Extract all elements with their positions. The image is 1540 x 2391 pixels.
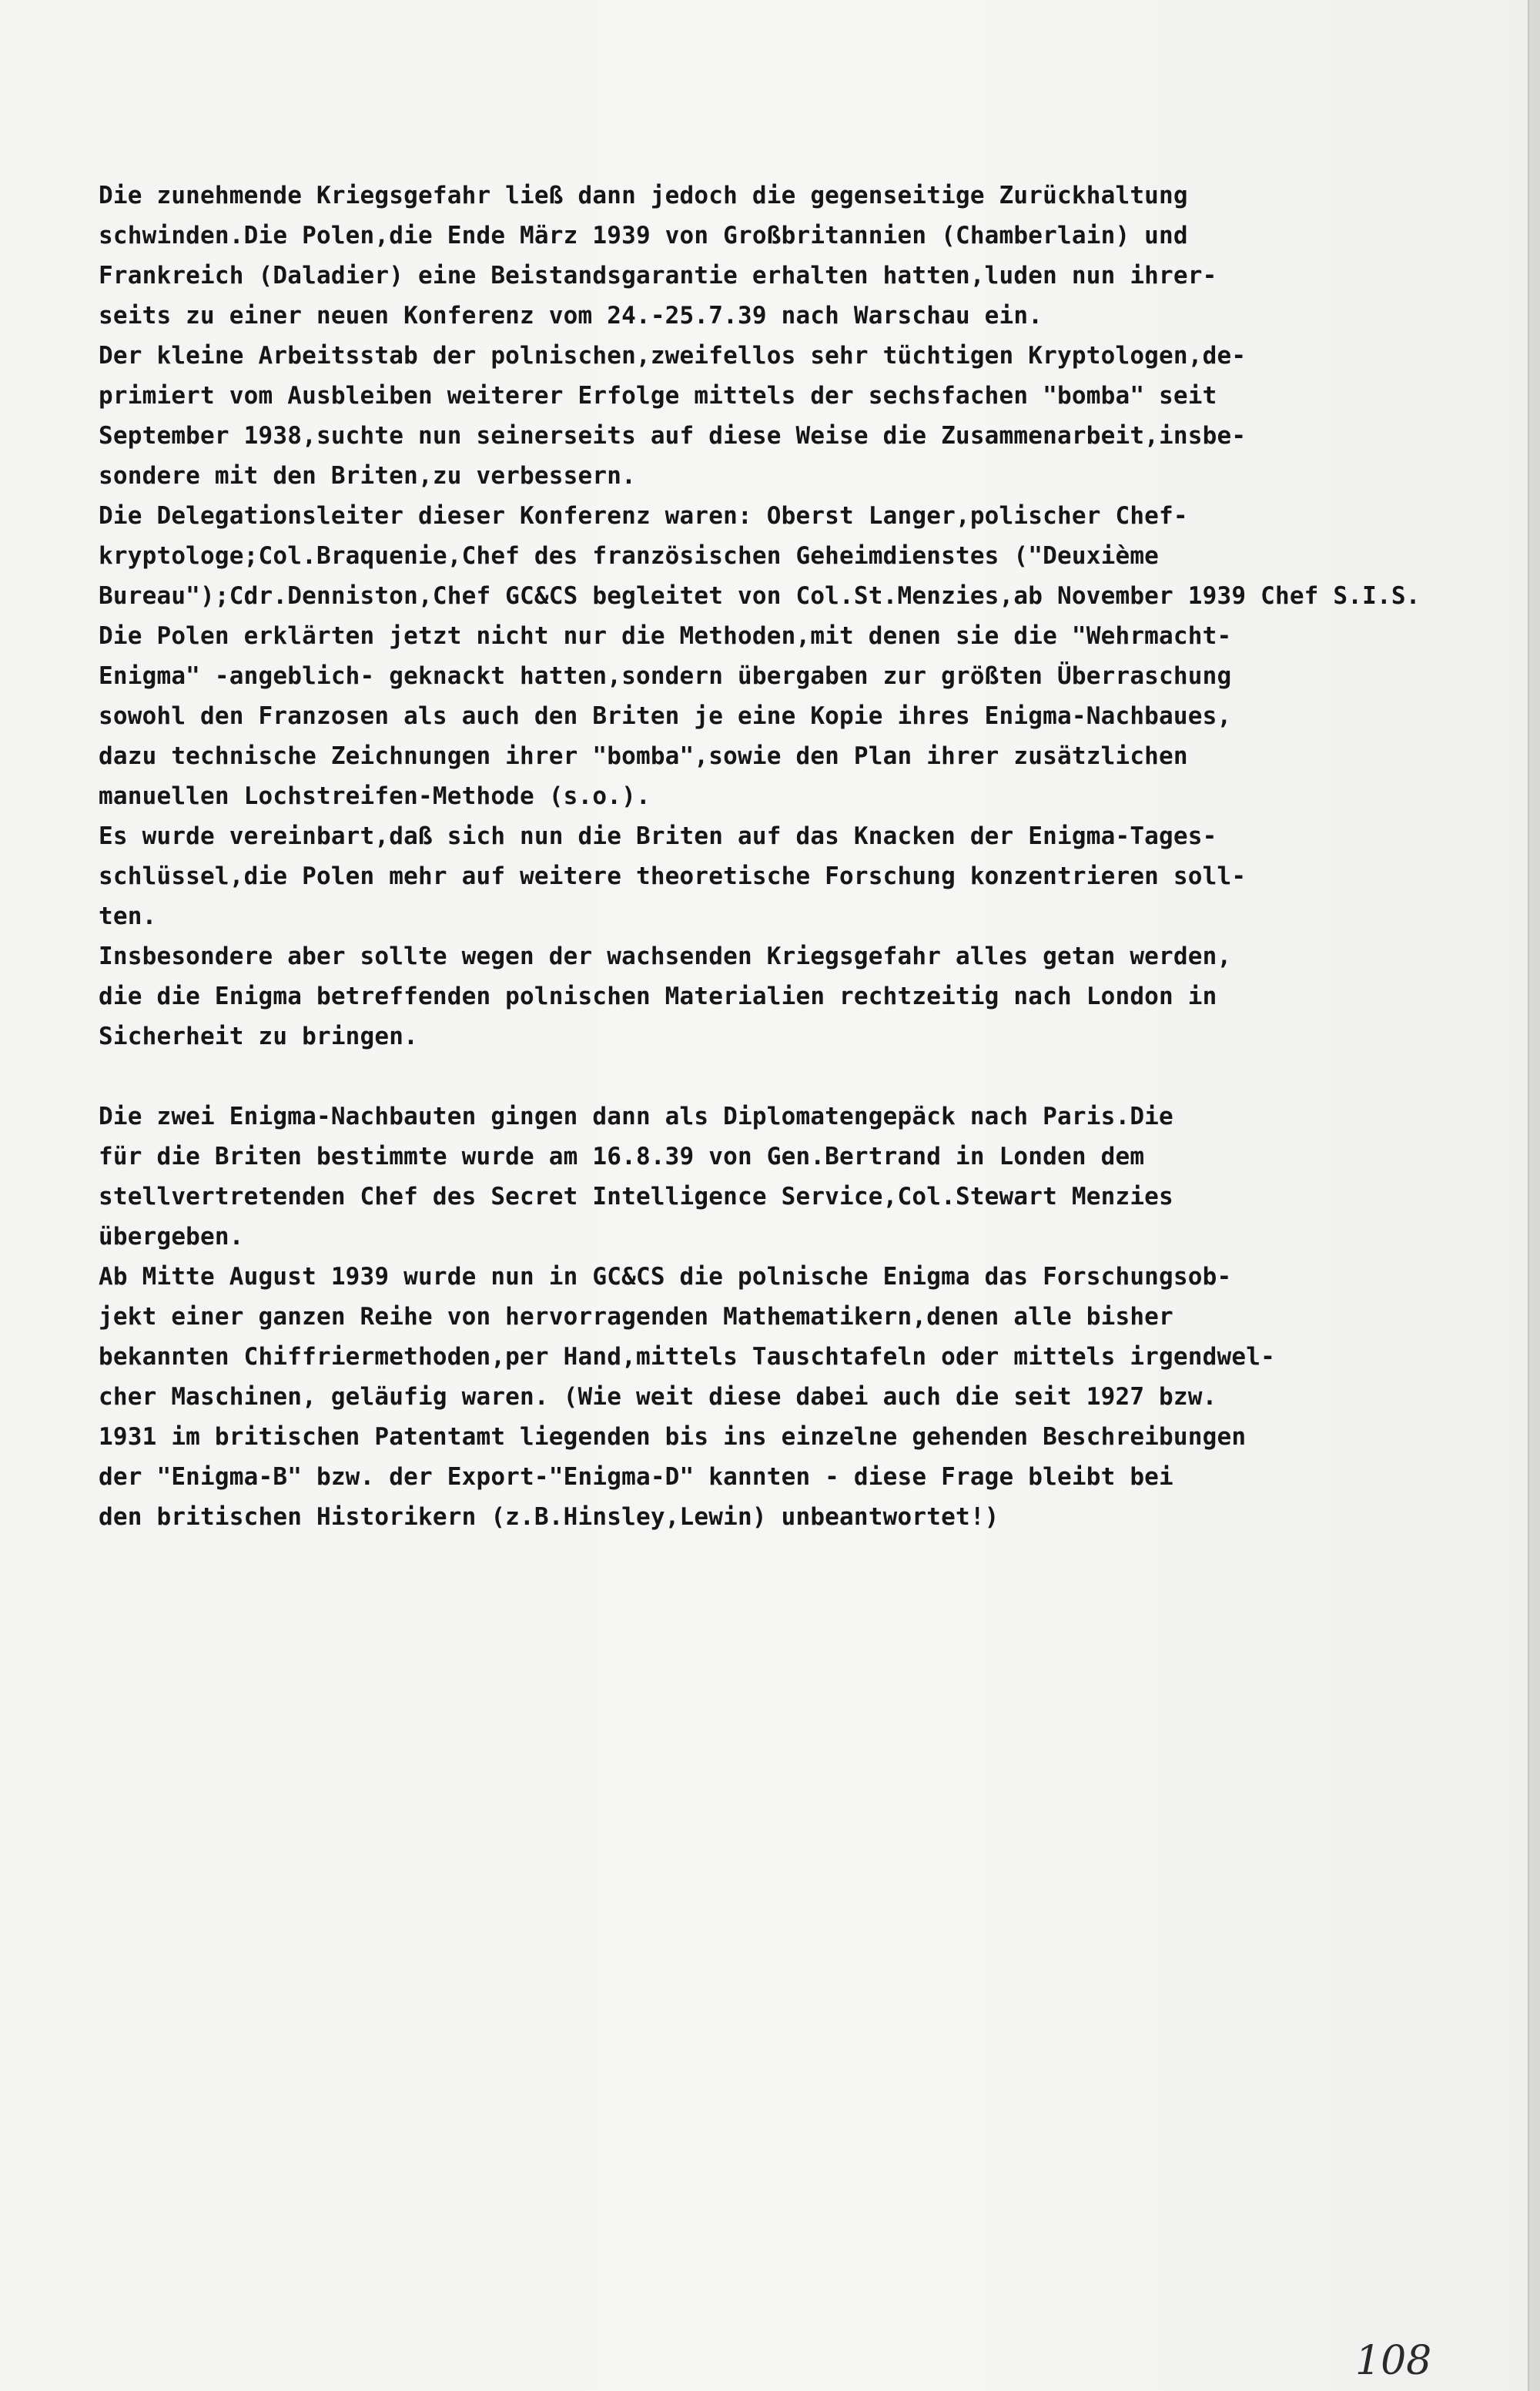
text-line: Es wurde vereinbart,daß sich nun die Briten auf das Knacken der Enigma-Tages- [99, 822, 1217, 850]
text-line: der "Enigma-B" bzw. der Export-"Enigma-D" kannten - diese Frage bleibt bei [99, 1463, 1173, 1491]
text-line: Die zwei Enigma-Nachbauten gingen dann als Diplomatengepäck nach Paris.Die [99, 1103, 1173, 1130]
page-edge [1528, 0, 1540, 2391]
text-line: den britischen Historikern (z.B.Hinsley,Lewin) unbeantwortet!) [99, 1503, 999, 1531]
text-line: Enigma" -angeblich- geknackt hatten,sondern übergaben zur größten Überraschung [99, 662, 1232, 690]
text-line: 1931 im britischen Patentamt liegenden bis ins einzelne gehenden Beschreibungen [99, 1423, 1247, 1451]
text-line [99, 1057, 1508, 1097]
text-line: übergeben. [99, 1223, 244, 1251]
text-line: Frankreich (Daladier) eine Beistandsgarantie erhalten hatten,luden nun ihrer- [99, 262, 1217, 290]
text-line: Sicherheit zu bringen. [99, 1023, 418, 1050]
text-line: manuellen Lochstreifen-Methode (s.o.). [99, 782, 651, 810]
text-line: September 1938,suchte nun seinerseits auf diese Weise die Zusammenarbeit,insbe- [99, 422, 1247, 450]
text-line: schwinden.Die Polen,die Ende März 1939 von Großbritannien (Chamberlain) und [99, 222, 1188, 249]
text-line: Die zunehmende Kriegsgefahr ließ dann jedoch die gegenseitige Zurückhaltung [99, 182, 1188, 209]
text-line: sowohl den Franzosen als auch den Briten je eine Kopie ihres Enigma-Nachbaues, [99, 702, 1232, 730]
text-line: Die Polen erklärten jetzt nicht nur die Methoden,mit denen sie die "Wehrmacht- [99, 622, 1232, 650]
page-number: 108 [1355, 2338, 1432, 2384]
text-line: Bureau");Cdr.Denniston,Chef GC&CS begleitet von Col.St.Menzies,ab November 1939 Chef S.I.S. [99, 582, 1421, 610]
text-line: Der kleine Arbeitsstab der polnischen,zweifellos sehr tüchtigen Kryptologen,de- [99, 342, 1247, 370]
body-text [99, 176, 1508, 1537]
text-line: cher Maschinen, geläufig waren. (Wie weit diese dabei auch die seit 1927 bzw. [99, 1383, 1217, 1411]
text-line: für die Briten bestimmte wurde am 16.8.39 von Gen.Bertrand in Londen dem [99, 1143, 1145, 1170]
text-line: kryptologe;Col.Braquenie,Chef des französischen Geheimdienstes ("Deuxième [99, 542, 1160, 570]
text-line: Ab Mitte August 1939 wurde nun in GC&CS die polnische Enigma das Forschungsob- [99, 1263, 1232, 1291]
text-line: dazu technische Zeichnungen ihrer "bomba",sowie den Plan ihrer zusätzlichen [99, 742, 1188, 770]
text-line: primiert vom Ausbleiben weiterer Erfolge mittels der sechsfachen "bomba" seit [99, 382, 1217, 410]
text-line: bekannten Chiffriermethoden,per Hand,mittels Tauschtafeln oder mittels irgendwel- [99, 1343, 1275, 1371]
text-line: Insbesondere aber sollte wegen der wachsenden Kriegsgefahr alles getan werden, [99, 943, 1232, 970]
text-line: schlüssel,die Polen mehr auf weitere theoretische Forschung konzentrieren soll- [99, 862, 1247, 890]
text-line: stellvertretenden Chef des Secret Intelligence Service,Col.Stewart Menzies [99, 1183, 1173, 1211]
text-line: seits zu einer neuen Konferenz vom 24.-25.7.39 nach Warschau ein. [99, 302, 1043, 330]
text-line: ten. [99, 902, 157, 930]
text-line: sondere mit den Briten,zu verbessern. [99, 462, 636, 490]
text-line: Die Delegationsleiter dieser Konferenz waren: Oberst Langer,polischer Chef- [99, 502, 1188, 530]
text-line: die die Enigma betreffenden polnischen Materialien rechtzeitig nach London in [99, 983, 1217, 1010]
text-line: jekt einer ganzen Reihe von hervorragenden Mathematikern,denen alle bisher [99, 1303, 1173, 1331]
